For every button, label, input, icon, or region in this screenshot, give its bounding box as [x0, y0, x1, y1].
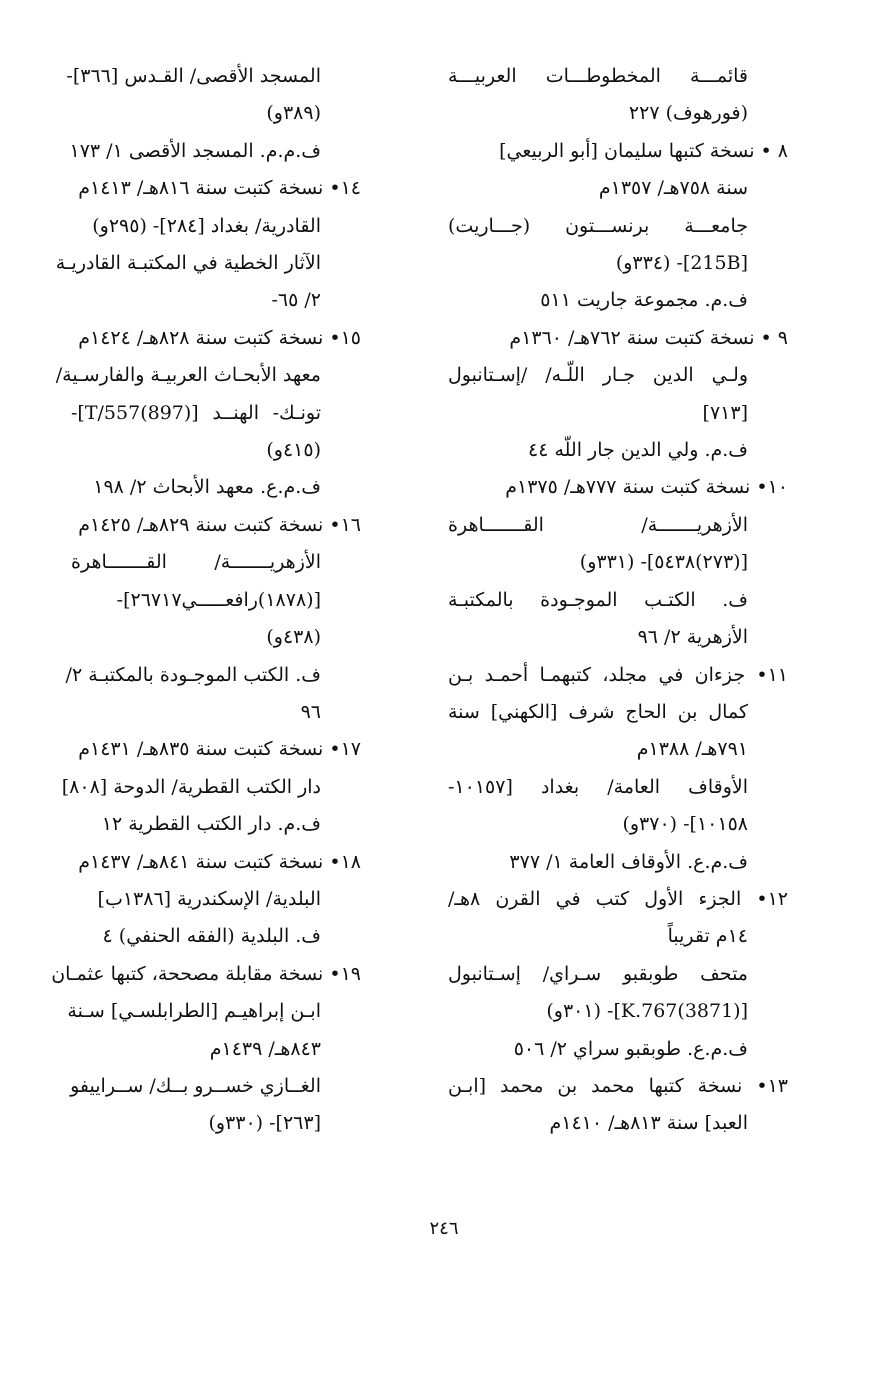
right-column-line: [٧١٣]: [702, 401, 748, 424]
right-column-line: ف. الكتـب الموجـودة بالمكتبـة: [448, 588, 748, 611]
right-column-line: ١١• جزءان في مجلد، كتبهمـا أحمـد بـن: [448, 663, 788, 686]
right-column-line: جامعـــة برنســـتون (جـــاريت): [448, 214, 748, 237]
left-column-line: البلدية/ الإسكندرية [١٣٨٦ب]: [97, 887, 321, 910]
left-column-line: ٩٦: [300, 700, 321, 723]
right-column-line: العبد] سنة ٨١٣هـ/ ١٤١٠م: [549, 1112, 748, 1135]
left-column-line: ٢/ ٦٥-: [271, 289, 321, 312]
right-column-line: (فورهوف) ٢٢٧: [628, 102, 748, 125]
right-column-line: ٧٩١هـ/ ١٣٨٨م: [636, 738, 748, 761]
right-column-line: كمال بن الحاج شرف [الكهني] سنة: [448, 700, 748, 723]
left-column-line: ١٨• نسخة كتبت سنة ٨٤١هـ/ ١٤٣٧م: [78, 850, 361, 873]
left-column-line: ف.م. دار الكتب القطرية ١٢: [101, 813, 321, 836]
right-column-line: ف.م.ع. طوبقبو سراي ٢/ ٥٠٦: [513, 1037, 748, 1060]
left-column-line: القادرية/ بغداد [٢٨٤]- (٢٩٥و): [92, 214, 321, 237]
left-column: [51, 58, 361, 1143]
right-column-line: ١٤م تقريباً: [667, 925, 748, 948]
left-column-line: (٤٣٨و): [266, 626, 321, 649]
right-column-line: ف.م.ع. الأوقاف العامة ١/ ٣٧٧: [509, 850, 748, 873]
left-column-line: ١٦• نسخة كتبت سنة ٨٢٩هـ/ ١٤٢٥م: [78, 513, 361, 536]
left-column-line: دار الكتب القطرية/ الدوحة [٨٠٨]: [61, 775, 321, 798]
right-column-line: ١٠• نسخة كتبت سنة ٧٧٧هـ/ ١٣٧٥م: [505, 476, 788, 499]
right-column-line: ولـي الدين جـار اللّـه/ /إسـتانبول: [448, 364, 748, 387]
right-column-line: قائمـــة المخطوطـــات العربيـــة: [448, 65, 748, 87]
left-column-line: معهد الأبحـاث العربيـة والفارسـية/: [55, 364, 321, 387]
left-column-line: ابـن إبراهيـم [الطرابلسـي] سـنة: [67, 1000, 321, 1023]
right-column: [448, 58, 788, 1143]
right-column-line: الأوقاف العامة/ بغداد [١٠١٥٧-: [448, 775, 748, 798]
page-number: ٢٤٦: [429, 1218, 459, 1239]
right-column-line: [(٢٧٣)٥٤٣٨]- (٣٣١و): [579, 551, 748, 574]
right-column-line: الأزهرية ٢/ ٩٦: [637, 626, 748, 649]
right-column-line: متحف طوبقبو سـراي/ إسـتانبول: [448, 962, 748, 985]
left-column-line: الأزهريـــــــة/ القـــــــاهرة: [71, 551, 321, 574]
left-column-line: الآثار الخطية في المكتبـة القادريـة: [55, 252, 321, 275]
left-column-line: ف.م.م. المسجد الأقصى ١/ ١٧٣: [69, 139, 321, 162]
left-column-line: ١٤• نسخة كتبت سنة ٨١٦هـ/ ١٤١٣م: [78, 177, 361, 200]
right-column-line: ١٣• نسخة كتبها محمد بن محمد [ابـن: [448, 1074, 788, 1097]
left-column-line: [٢٦٣]- (٣٣٠و): [208, 1112, 321, 1135]
left-column-line: ١٩• نسخة مقابلة مصححة، كتبها عثمـان: [51, 962, 361, 985]
left-column-line: المسجد الأقصى/ القـدس [٣٦٦]-: [66, 65, 321, 87]
left-column-line: ١٧• نسخة كتبت سنة ٨٣٥هـ/ ١٤٣١م: [78, 738, 361, 761]
right-column-line: ١٢• الجزء الأول كتب في القرن ٨هـ/: [448, 887, 788, 910]
left-column-line: ٨٤٣هـ/ ١٤٣٩م: [209, 1037, 321, 1060]
left-column-line: الغــازي خســرو بــك/ ســراييفو: [70, 1074, 321, 1097]
left-column-line: تونـك- الهنــد [(897)T/557]-: [71, 401, 321, 424]
left-column-line: ف. البلدية (الفقه الحنفي) ٤: [102, 925, 321, 948]
right-column-line: [(3871)K.767]- (٣٠١و): [546, 1000, 748, 1023]
left-column-line: ١٥• نسخة كتبت سنة ٨٢٨هـ/ ١٤٢٤م: [78, 326, 361, 349]
right-column-line: ف.م. ولي الدين جار اللّه ٤٤: [527, 439, 748, 462]
left-column-line: (٤١٥و): [266, 439, 321, 462]
right-column-line: ٨ • نسخة كتبها سليمان [أبو الربيعي]: [499, 139, 788, 162]
left-column-line: ف.م.ع. معهد الأبحاث ٢/ ١٩٨: [93, 476, 321, 499]
left-column-line: (٣٨٩و): [266, 102, 321, 125]
right-column-line: ٩ • نسخة كتبت سنة ٧٦٢هـ/ ١٣٦٠م: [509, 326, 788, 349]
left-column-line: ف. الكتب الموجـودة بالمكتبـة ٢/: [65, 663, 321, 686]
left-column-line: [(١٨٧٨)رافعـــــي٢٦٧١٧]-: [116, 588, 321, 611]
right-column-line: الأزهريـــــــة/ القـــــــاهرة: [448, 513, 748, 536]
right-column-line: [215B]- (٣٣٤و): [615, 252, 748, 275]
right-column-line: ١٠١٥٨]- (٣٧٠و): [622, 813, 748, 836]
right-column-line: سنة ٧٥٨هـ/ ١٣٥٧م: [598, 177, 748, 200]
right-column-line: ف.م. مجموعة جاريت ٥١١: [540, 289, 748, 312]
